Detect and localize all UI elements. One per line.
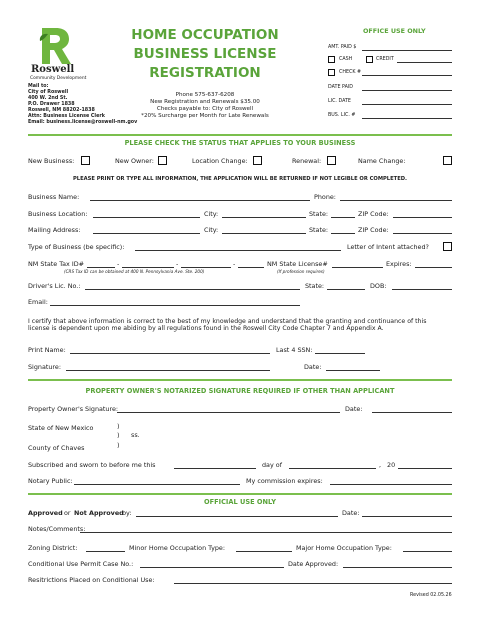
tax-id-part-4[interactable] xyxy=(238,267,264,268)
zoning-district-label: Zoning District: xyxy=(28,544,78,552)
expires-label: Expires: xyxy=(386,260,412,268)
business-location-field[interactable] xyxy=(93,217,200,218)
location-change-checkbox[interactable] xyxy=(253,156,262,165)
last4-ssn-field[interactable] xyxy=(315,353,365,354)
zoning-district-field[interactable] xyxy=(86,551,125,552)
tax-id-dash-3: - xyxy=(233,260,236,268)
official-date-field[interactable] xyxy=(362,516,452,517)
tax-id-dash-2: - xyxy=(176,260,179,268)
owner-date-field[interactable] xyxy=(372,412,452,413)
amt-paid-line[interactable] xyxy=(362,50,452,51)
lic-date-label: LIC. DATE xyxy=(328,99,351,104)
mailing-state-field[interactable] xyxy=(331,233,355,234)
owner-date-label: Date: xyxy=(345,405,363,413)
minor-type-label: Minor Home Occupation Type: xyxy=(129,544,225,552)
crs-tax-note: (CRS Tax ID can be obtained at 400 N. Pennsylvania Ave. Ste. 200) xyxy=(64,269,205,274)
status-header: PLEASE CHECK THE STATUS THAT APPLIES TO YOUR BUSINESS xyxy=(124,139,356,147)
commission-label: My commission expires: xyxy=(246,477,323,485)
business-state-label: State: xyxy=(309,210,329,218)
official-header: OFFICIAL USE ONLY xyxy=(204,498,276,506)
credit-label: CREDIT xyxy=(376,57,394,62)
credit-checkbox[interactable] xyxy=(366,56,373,63)
cup-case-field[interactable] xyxy=(140,567,284,568)
business-zip-label: ZIP Code: xyxy=(358,210,389,218)
certification-line-1: I certify that above information is correct to the best of my knowledge and understand that the granting and continuance of this xyxy=(28,318,427,325)
mailing-city-field[interactable] xyxy=(222,233,306,234)
type-of-business-field[interactable] xyxy=(135,250,341,251)
mail-to-label: Mail to: xyxy=(28,84,49,89)
check-label: CHECK # xyxy=(339,70,362,75)
renewal-label: Renewal: xyxy=(292,157,322,165)
minor-type-field[interactable] xyxy=(236,551,292,552)
cash-label: CASH xyxy=(339,57,353,62)
mail-street: 400 W. 2nd St. xyxy=(28,96,68,101)
name-change-label: Name Change: xyxy=(358,157,406,165)
title-line-1: HOME OCCUPATION xyxy=(131,27,279,43)
mailing-address-label: Mailing Address: xyxy=(28,226,81,234)
official-date-label: Date: xyxy=(342,509,360,517)
title-line-2: BUSINESS LICENSE xyxy=(133,46,277,62)
signature-label: Signature: xyxy=(28,363,61,371)
lic-date-line[interactable] xyxy=(362,104,452,105)
mail-drawer: P.O. Drawer 1838 xyxy=(28,102,75,107)
paren-3: ) xyxy=(117,441,120,449)
dob-field[interactable] xyxy=(392,289,452,290)
business-name-field[interactable] xyxy=(90,200,310,201)
notes-label: Notes/Comments: xyxy=(28,525,86,533)
mailing-state-label: State: xyxy=(309,226,329,234)
new-business-checkbox[interactable] xyxy=(81,156,90,165)
not-approved-label: Not Approved xyxy=(74,509,124,517)
mail-attn: Attn: Business License Clerk xyxy=(28,114,105,119)
phone-field[interactable] xyxy=(340,200,452,201)
major-type-label: Major Home Occupation Type: xyxy=(296,544,392,552)
city-logo xyxy=(28,26,88,82)
ss-label: ss. xyxy=(131,431,140,439)
mailing-address-field[interactable] xyxy=(93,233,200,234)
cash-checkbox[interactable] xyxy=(328,56,335,63)
business-name-label: Business Name: xyxy=(28,193,80,201)
logo-brand: Roswell xyxy=(31,64,75,75)
dob-label: DOB: xyxy=(370,282,387,290)
tax-id-part-1[interactable] xyxy=(87,267,115,268)
credit-line[interactable] xyxy=(397,62,452,63)
new-owner-label: New Owner: xyxy=(115,157,154,165)
tax-id-part-2[interactable] xyxy=(122,267,174,268)
approved-by-label: by: xyxy=(122,509,132,517)
email-field[interactable] xyxy=(50,305,300,306)
office-use-header: OFFICE USE ONLY xyxy=(363,27,426,35)
year-prefix: 20 xyxy=(387,461,396,469)
day-of-label: day of xyxy=(262,461,282,469)
signature-date-label: Date: xyxy=(304,363,322,371)
drivers-lic-label: Driver's Lic. No.: xyxy=(28,282,81,290)
signature-date-field[interactable] xyxy=(326,370,380,371)
mailing-zip-label: ZIP Code: xyxy=(358,226,389,234)
mail-city: City of Roswell xyxy=(28,90,69,95)
notary-public-label: Notary Public: xyxy=(28,477,73,485)
contact-surcharge: *20% Surcharge per Month for Late Renewals xyxy=(141,113,269,119)
print-name-label: Print Name: xyxy=(28,346,66,354)
revision-date: Revised 02.05.26 xyxy=(410,593,452,598)
contact-fee: New Registration and Renewals $35.00 xyxy=(150,99,260,105)
year-field[interactable] xyxy=(398,468,452,469)
divider-owner xyxy=(28,379,452,381)
date-paid-label: DATE PAID xyxy=(328,85,353,90)
subscribed-day-field[interactable] xyxy=(174,468,256,469)
approved-label: Approved xyxy=(28,509,63,517)
letter-of-intent-checkbox[interactable] xyxy=(443,242,452,251)
divider-top xyxy=(28,134,452,136)
profession-note: (If profession requires) xyxy=(277,269,325,274)
nm-license-field[interactable] xyxy=(332,267,383,268)
expires-field[interactable] xyxy=(415,267,452,268)
name-change-checkbox[interactable] xyxy=(443,156,452,165)
owner-header: PROPERTY OWNER'S NOTARIZED SIGNATURE REQUIRED IF OTHER THAN APPLICANT xyxy=(85,387,395,395)
amt-paid-label: AMT. PAID $ xyxy=(328,45,357,50)
signature-field[interactable] xyxy=(66,370,270,371)
legibility-notice: PLEASE PRINT OR TYPE ALL INFORMATION, THE APPLICATION WILL BE RETURNED IF NOT LEGIBLE OR COMPLETED. xyxy=(72,176,408,182)
type-of-business-label: Type of Business (be specific): xyxy=(28,243,125,251)
date-paid-line[interactable] xyxy=(362,90,452,91)
dl-state-label: State: xyxy=(305,282,325,290)
print-name-field[interactable] xyxy=(70,353,270,354)
certification-line-2: license is dependent upon me abiding by all regulations found in the Roswell City Code Chapter 7 and Appendix A. xyxy=(28,325,384,332)
check-checkbox[interactable] xyxy=(328,69,335,76)
contact-payable: Checks payable to: City of Roswell xyxy=(156,106,254,112)
state-of-nm: State of New Mexico xyxy=(28,424,94,432)
owner-signature-field[interactable] xyxy=(117,412,340,413)
paren-1: ) xyxy=(117,422,120,430)
business-state-field[interactable] xyxy=(331,217,355,218)
notary-public-field[interactable] xyxy=(74,484,240,485)
nm-license-label: NM State License# xyxy=(267,260,328,268)
title-line-3: REGISTRATION xyxy=(149,65,261,81)
county-label: County of Chaves xyxy=(28,444,85,452)
date-approved-field[interactable] xyxy=(343,567,452,568)
business-location-label: Business Location: xyxy=(28,210,88,218)
restrictions-field[interactable] xyxy=(174,583,452,584)
restrictions-label: Resitrictions Placed on Conditional Use: xyxy=(28,576,155,584)
new-business-label: New Business: xyxy=(28,157,75,165)
cup-case-label: Conditional Use Permit Case No.: xyxy=(28,560,134,568)
mailing-city-label: City: xyxy=(204,226,219,234)
bus-lic-line[interactable] xyxy=(362,118,452,119)
tax-id-part-3[interactable] xyxy=(181,267,231,268)
business-city-field[interactable] xyxy=(222,217,306,218)
notes-field[interactable] xyxy=(80,532,452,533)
logo-tagline: Community Development xyxy=(30,76,87,81)
nm-tax-id-label: NM State Tax ID# xyxy=(28,260,85,268)
approved-by-field[interactable] xyxy=(136,516,338,517)
roswell-r-icon xyxy=(28,26,88,66)
date-approved-label: Date Approved: xyxy=(288,560,339,568)
business-zip-field[interactable] xyxy=(393,217,452,218)
check-line[interactable] xyxy=(362,75,452,76)
comma-label: , xyxy=(379,461,382,469)
owner-signature-label: Property Owner's Signature: xyxy=(28,405,119,413)
mailing-zip-field[interactable] xyxy=(393,233,452,234)
phone-label: Phone: xyxy=(314,193,336,201)
subscribed-label: Subscribed and sworn to before me this xyxy=(28,461,156,469)
last4-ssn-label: Last 4 SSN: xyxy=(276,346,313,354)
commission-field[interactable] xyxy=(330,484,452,485)
divider-official xyxy=(28,493,452,495)
email-label: Email: xyxy=(28,298,48,306)
bus-lic-label: BUS. LIC. # xyxy=(328,113,356,118)
renewal-checkbox[interactable] xyxy=(327,156,336,165)
letter-of-intent-label: Letter of Intent attached? xyxy=(347,243,429,251)
month-field[interactable] xyxy=(289,468,376,469)
or-label: or xyxy=(64,509,71,517)
mail-email: Email: business.license@roswell-nm.gov xyxy=(28,120,138,125)
major-type-field[interactable] xyxy=(403,551,452,552)
mail-citystate: Roswell, NM 88202-1838 xyxy=(28,108,95,113)
location-change-label: Location Change: xyxy=(192,157,248,165)
contact-phone: Phone 575-637-6208 xyxy=(175,92,235,98)
dl-state-field[interactable] xyxy=(327,289,365,290)
paren-2: ) xyxy=(117,431,120,439)
drivers-lic-field[interactable] xyxy=(85,289,300,290)
business-city-label: City: xyxy=(204,210,219,218)
tax-id-dash-1: - xyxy=(117,260,120,268)
new-owner-checkbox[interactable] xyxy=(158,156,167,165)
